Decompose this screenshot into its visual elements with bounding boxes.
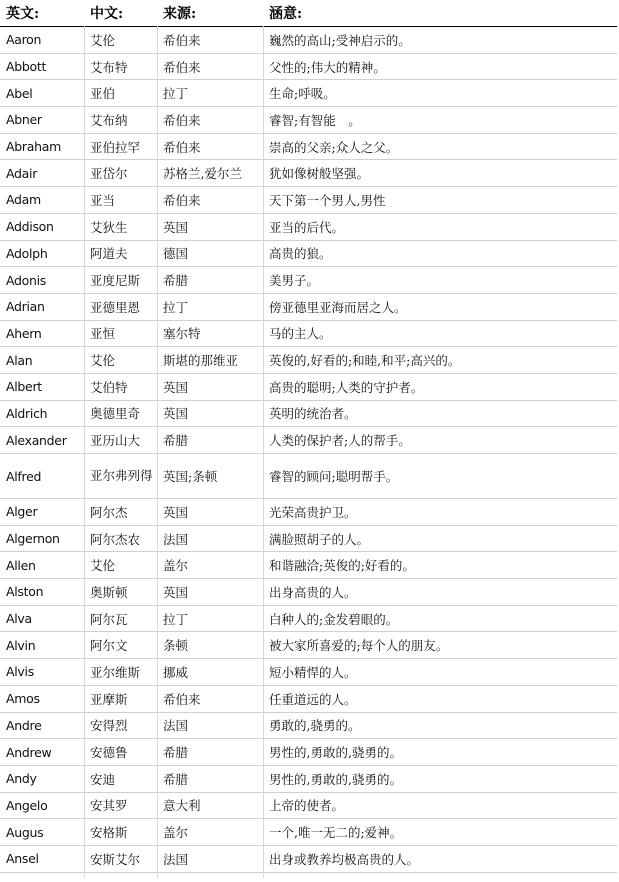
chinese-name-cell: 艾伦 (84, 347, 157, 374)
table-row (0, 792, 617, 819)
origin-cell: 希腊 (157, 739, 263, 766)
english-name-cell: Adonis (0, 267, 84, 294)
chinese-name-cell: 艾布特 (84, 53, 157, 80)
chinese-name-cell: 艾伦 (84, 552, 157, 579)
english-name-cell: Alfred (0, 454, 84, 499)
english-name-cell: Albert (0, 373, 84, 400)
meaning-cell: 巍然的高山;受神启示的。 (263, 27, 617, 54)
meaning-cell: 和谐融洽;英俊的;好看的。 (263, 552, 617, 579)
table-row (0, 373, 617, 400)
chinese-name-cell: 亚历山大 (84, 427, 157, 454)
origin-cell: 希伯来 (157, 27, 263, 54)
meaning-cell: 生命;呼吸。 (263, 80, 617, 107)
origin-cell: 希腊 (157, 267, 263, 294)
english-name-cell: Alston (0, 579, 84, 606)
table-row (0, 160, 617, 187)
chinese-name-cell: 艾伦 (84, 27, 157, 54)
chinese-name-cell: 艾布纳 (84, 107, 157, 134)
origin-cell: 法国 (157, 525, 263, 552)
meaning-cell: 崇高的父亲;众人之父。 (263, 133, 617, 160)
table-row (0, 819, 617, 846)
table-row (0, 552, 617, 579)
meaning-cell: 马的主人。 (263, 320, 617, 347)
chinese-name-cell: 安其罗 (84, 792, 157, 819)
origin-cell: 希伯来 (157, 133, 263, 160)
meaning-cell: 亚当的后代。 (263, 213, 617, 240)
chinese-name-cell: 亚伯拉罕 (84, 133, 157, 160)
table-row (0, 53, 617, 80)
meaning-cell: 天下第一个男人,男性 (263, 187, 617, 214)
column-divider (157, 26, 158, 878)
chinese-name-cell: 安德鲁 (84, 739, 157, 766)
chinese-name-cell: 艾伯特 (84, 373, 157, 400)
origin-cell: 意大利 (157, 792, 263, 819)
table-row (0, 187, 617, 214)
origin-cell: 斯堪的那维亚 (157, 347, 263, 374)
english-name-cell: Andy (0, 765, 84, 792)
chinese-name-cell: 艾狄生 (84, 213, 157, 240)
table-row (0, 293, 617, 320)
table-row (0, 320, 617, 347)
meaning-cell: 犹如像树般坚强。 (263, 160, 617, 187)
header-english: 英文: (0, 0, 84, 27)
english-name-cell: Alan (0, 347, 84, 374)
origin-cell: 拉丁 (157, 293, 263, 320)
meaning-cell: 短小精悍的人。 (263, 659, 617, 686)
meaning-cell: 出身或教养均极高贵的人。 (263, 845, 617, 872)
header-row (0, 0, 617, 27)
meaning-cell: 睿智的顾问;聪明帮手。 (263, 454, 617, 499)
table-row (0, 400, 617, 427)
origin-cell: 希伯来 (157, 187, 263, 214)
table-row (0, 632, 617, 659)
english-name-cell: Abel (0, 80, 84, 107)
table-row (0, 347, 617, 374)
table-row (0, 659, 617, 686)
meaning-cell: 高贵的聪明;人类的守护者。 (263, 373, 617, 400)
english-name-cell: Adair (0, 160, 84, 187)
table-row (0, 133, 617, 160)
origin-cell: 希伯来 (157, 53, 263, 80)
origin-cell: 德国 (157, 240, 263, 267)
meaning-cell: 父性的;伟大的精神。 (263, 53, 617, 80)
meaning-cell: 上帝的使者。 (263, 792, 617, 819)
english-name-cell: Abbott (0, 53, 84, 80)
english-name-cell: Amos (0, 685, 84, 712)
english-name-cell: Algernon (0, 525, 84, 552)
origin-cell: 挪威 (157, 659, 263, 686)
table-row (0, 765, 617, 792)
english-name-cell: Abner (0, 107, 84, 134)
origin-cell: 苏格兰,爱尔兰 (157, 160, 263, 187)
origin-cell: 希腊 (157, 765, 263, 792)
chinese-name-cell: 阿尔杰 (84, 499, 157, 526)
chinese-name-cell: 阿尔瓦 (84, 605, 157, 632)
english-name-cell: Angelo (0, 792, 84, 819)
origin-cell: 条顿 (157, 632, 263, 659)
meaning-cell: 出身高贵的人。 (263, 579, 617, 606)
origin-cell: 法国 (157, 712, 263, 739)
meaning-cell: 任重道远的人。 (263, 685, 617, 712)
header-origin: 来源: (157, 0, 263, 27)
english-name-cell: Addison (0, 213, 84, 240)
chinese-name-cell: 阿道夫 (84, 240, 157, 267)
meaning-cell: 男性的,勇敢的,骁勇的。 (263, 765, 617, 792)
table-row (0, 712, 617, 739)
chinese-name-cell: 亚德里恩 (84, 293, 157, 320)
english-name-cell: Adam (0, 187, 84, 214)
chinese-name-cell: 安斯艾尔 (84, 845, 157, 872)
table-row (0, 739, 617, 766)
chinese-name-cell: 阿尔文 (84, 632, 157, 659)
chinese-name-cell: 亚恒 (84, 320, 157, 347)
english-name-cell: Allen (0, 552, 84, 579)
origin-cell: 希伯来 (157, 107, 263, 134)
table-row (0, 605, 617, 632)
origin-cell: 塞尔特 (157, 320, 263, 347)
meaning-cell: 美男子。 (263, 267, 617, 294)
meaning-cell: 傍亚德里亚海而居之人。 (263, 293, 617, 320)
origin-cell: 法国 (157, 845, 263, 872)
table-row (0, 845, 617, 872)
english-name-cell: Alvis (0, 659, 84, 686)
table-row (0, 525, 617, 552)
english-name-cell: Alva (0, 605, 84, 632)
chinese-name-cell: 亚当 (84, 187, 157, 214)
chinese-name-cell: 亚岱尔 (84, 160, 157, 187)
meaning-cell: 满脸照胡子的人。 (263, 525, 617, 552)
english-name-cell: Alger (0, 499, 84, 526)
meaning-cell: 一个,唯一无二的;爱神。 (263, 819, 617, 846)
english-name-cell: Aaron (0, 27, 84, 54)
meaning-cell: 睿智;有智能 。 (263, 107, 617, 134)
english-name-cell: Augus (0, 819, 84, 846)
origin-cell: 希腊 (157, 427, 263, 454)
table-row (0, 80, 617, 107)
english-name-cell: Alvin (0, 632, 84, 659)
english-name-cell: Ahern (0, 320, 84, 347)
english-name-cell: Adrian (0, 293, 84, 320)
meaning-cell: 光荣高贵护卫。 (263, 499, 617, 526)
table-row (0, 213, 617, 240)
column-divider (84, 26, 85, 878)
english-name-cell: Aldrich (0, 400, 84, 427)
chinese-name-cell: 亚尔弗列得 (84, 454, 157, 499)
english-name-cell: Andre (0, 712, 84, 739)
origin-cell: 拉丁 (157, 80, 263, 107)
meaning-cell: 高贵的狼。 (263, 240, 617, 267)
column-divider (263, 26, 264, 878)
origin-cell: 英国 (157, 213, 263, 240)
origin-cell: 英国 (157, 579, 263, 606)
chinese-name-cell: 亚尔维斯 (84, 659, 157, 686)
chinese-name-cell: 奥德里奇 (84, 400, 157, 427)
chinese-name-cell: 阿尔杰农 (84, 525, 157, 552)
chinese-name-cell: 安迪 (84, 765, 157, 792)
table-row (0, 427, 617, 454)
meaning-cell: 男性的,勇敢的,骁勇的。 (263, 739, 617, 766)
table-row (0, 499, 617, 526)
table-row (0, 27, 617, 54)
chinese-name-cell: 亚伯 (84, 80, 157, 107)
table-row (0, 240, 617, 267)
english-name-cell: Ansel (0, 845, 84, 872)
table-row (0, 267, 617, 294)
origin-cell: 英国 (157, 400, 263, 427)
header-meaning: 涵意: (263, 0, 617, 27)
english-name-cell: Adolph (0, 240, 84, 267)
chinese-name-cell: 安得烈 (84, 712, 157, 739)
meaning-cell: 人类的保护者;人的帮手。 (263, 427, 617, 454)
table-row (0, 685, 617, 712)
origin-cell: 英国 (157, 373, 263, 400)
meaning-cell: 英明的统治者。 (263, 400, 617, 427)
origin-cell: 盖尔 (157, 552, 263, 579)
chinese-name-cell: 亚摩斯 (84, 685, 157, 712)
meaning-cell: 被大家所喜爱的;每个人的朋友。 (263, 632, 617, 659)
meaning-cell: 白种人的;金发碧眼的。 (263, 605, 617, 632)
table-row (0, 107, 617, 134)
chinese-name-cell: 亚度尼斯 (84, 267, 157, 294)
english-name-cell: Abraham (0, 133, 84, 160)
origin-cell: 拉丁 (157, 605, 263, 632)
english-name-cell: Alexander (0, 427, 84, 454)
chinese-name-cell: 安格斯 (84, 819, 157, 846)
chinese-name-cell: 奥斯顿 (84, 579, 157, 606)
origin-cell: 英国;条顿 (157, 454, 263, 499)
english-name-cell: Andrew (0, 739, 84, 766)
meaning-cell: 勇敢的,骁勇的。 (263, 712, 617, 739)
origin-cell: 英国 (157, 499, 263, 526)
origin-cell: 盖尔 (157, 819, 263, 846)
origin-cell: 希伯来 (157, 685, 263, 712)
header-chinese: 中文: (84, 0, 157, 27)
meaning-cell: 英俊的,好看的;和睦,和平;高兴的。 (263, 347, 617, 374)
table-row (0, 579, 617, 606)
table-row (0, 454, 617, 499)
